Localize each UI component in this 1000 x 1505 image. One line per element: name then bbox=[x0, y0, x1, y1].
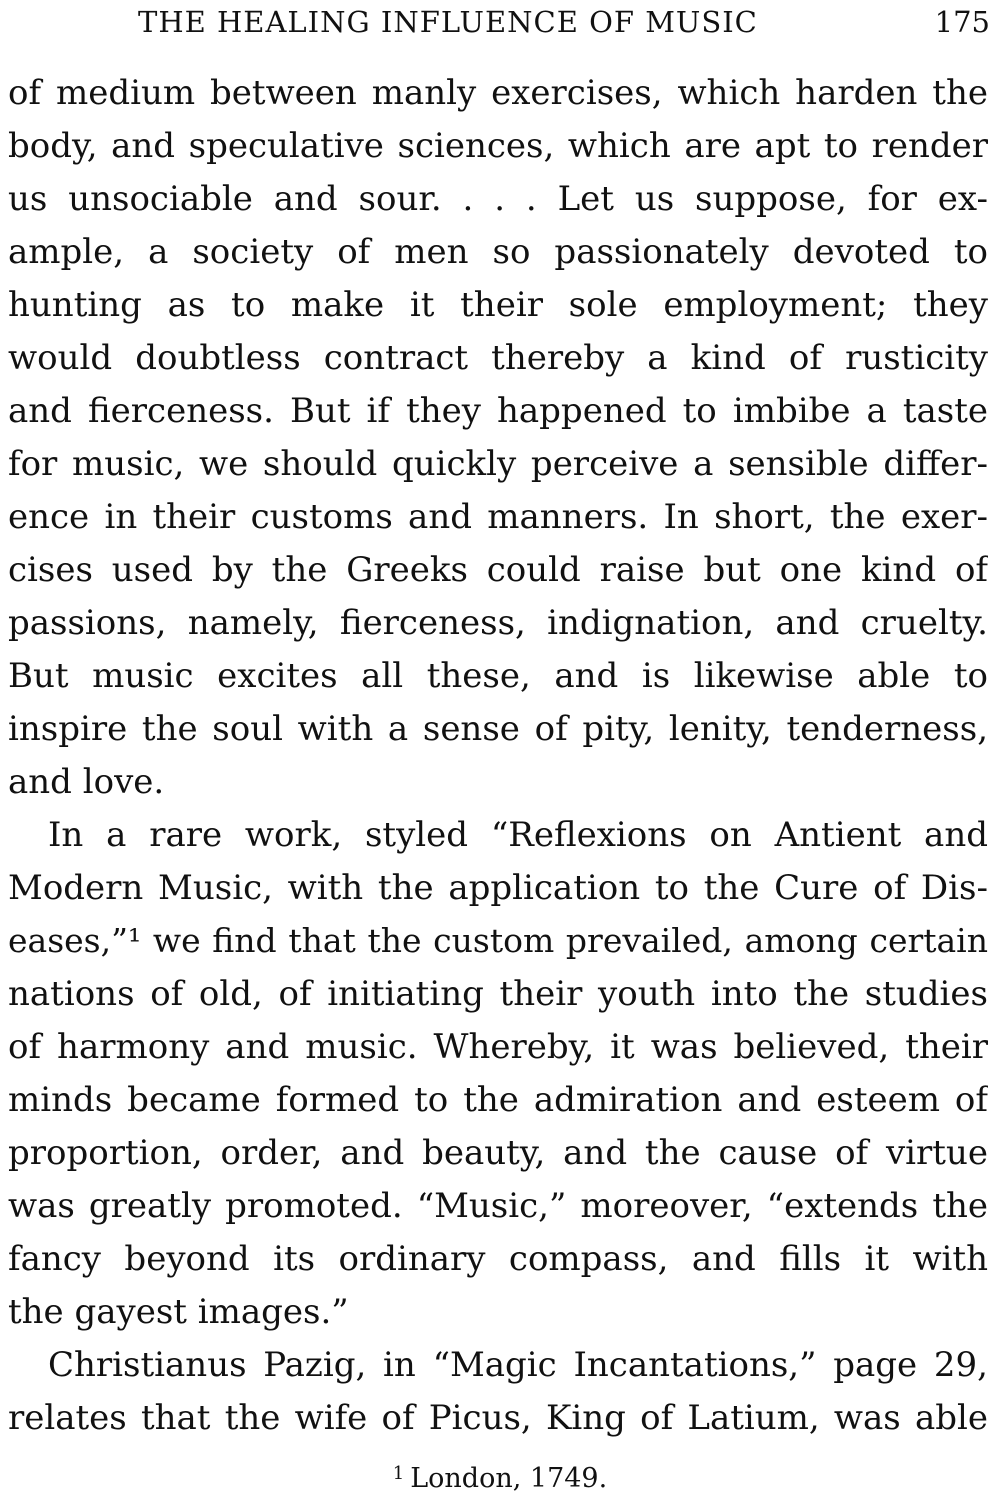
text-line: of medium between manly exercises, which harden the bbox=[8, 73, 988, 113]
footnote-mark: 1 bbox=[392, 1463, 405, 1484]
text-line: the gayest images.” bbox=[8, 1292, 349, 1332]
text-line: Christianus Pazig, in “Magic Incantations,” page 29, bbox=[48, 1345, 988, 1385]
page-number: 175 bbox=[934, 5, 990, 39]
text-line: Modern Music, with the application to the Cure of Dis- bbox=[8, 868, 988, 908]
text-line: would doubtless contract thereby a kind of rusticity bbox=[8, 338, 988, 378]
text-line: nations of old, of initiating their youth into the studies bbox=[8, 974, 988, 1014]
text-line: inspire the soul with a sense of pity, lenity, tenderness, bbox=[8, 709, 988, 749]
text-line: In a rare work, styled “Reflexions on Antient and bbox=[48, 815, 988, 855]
text-line: relates that the wife of Picus, King of Latium, was able bbox=[8, 1398, 988, 1438]
text-line: hunting as to make it their sole employment; they bbox=[8, 285, 988, 325]
text-line: and love. bbox=[8, 762, 165, 802]
text-line: and fierceness. But if they happened to imbibe a taste bbox=[8, 391, 988, 431]
text-line: ample, a society of men so passionately devoted to bbox=[8, 232, 988, 272]
text-line: But music excites all these, and is likewise able to bbox=[8, 656, 988, 696]
footnote-text: London, 1749. bbox=[410, 1463, 608, 1494]
text-line: proportion, order, and beauty, and the cause of virtue bbox=[8, 1133, 988, 1173]
text-line: cises used by the Greeks could raise but one kind of bbox=[8, 550, 988, 590]
text-line: ence in their customs and manners. In short, the exer- bbox=[8, 497, 988, 537]
text-line: for music, we should quickly perceive a sensible differ- bbox=[8, 444, 988, 484]
text-line: minds became formed to the admiration and esteem of bbox=[8, 1080, 988, 1120]
text-line: of harmony and music. Whereby, it was believed, their bbox=[8, 1027, 988, 1067]
text-line: passions, namely, fierceness, indignation, and cruelty. bbox=[8, 603, 988, 643]
text-line: was greatly promoted. “Music,” moreover, “extends the bbox=[8, 1186, 988, 1226]
text-line: fancy beyond its ordinary compass, and fills it with bbox=[8, 1239, 988, 1279]
footnote bbox=[0, 1454, 1000, 1499]
text-line: eases,”¹ we find that the custom prevailed, among certain bbox=[8, 921, 988, 960]
running-title: THE HEALING INFLUENCE OF MUSIC bbox=[138, 5, 758, 39]
running-head bbox=[60, 2, 990, 42]
text-line: body, and speculative sciences, which are apt to render bbox=[8, 126, 988, 166]
text-line: us unsociable and sour. . . . Let us suppose, for ex- bbox=[8, 179, 988, 219]
